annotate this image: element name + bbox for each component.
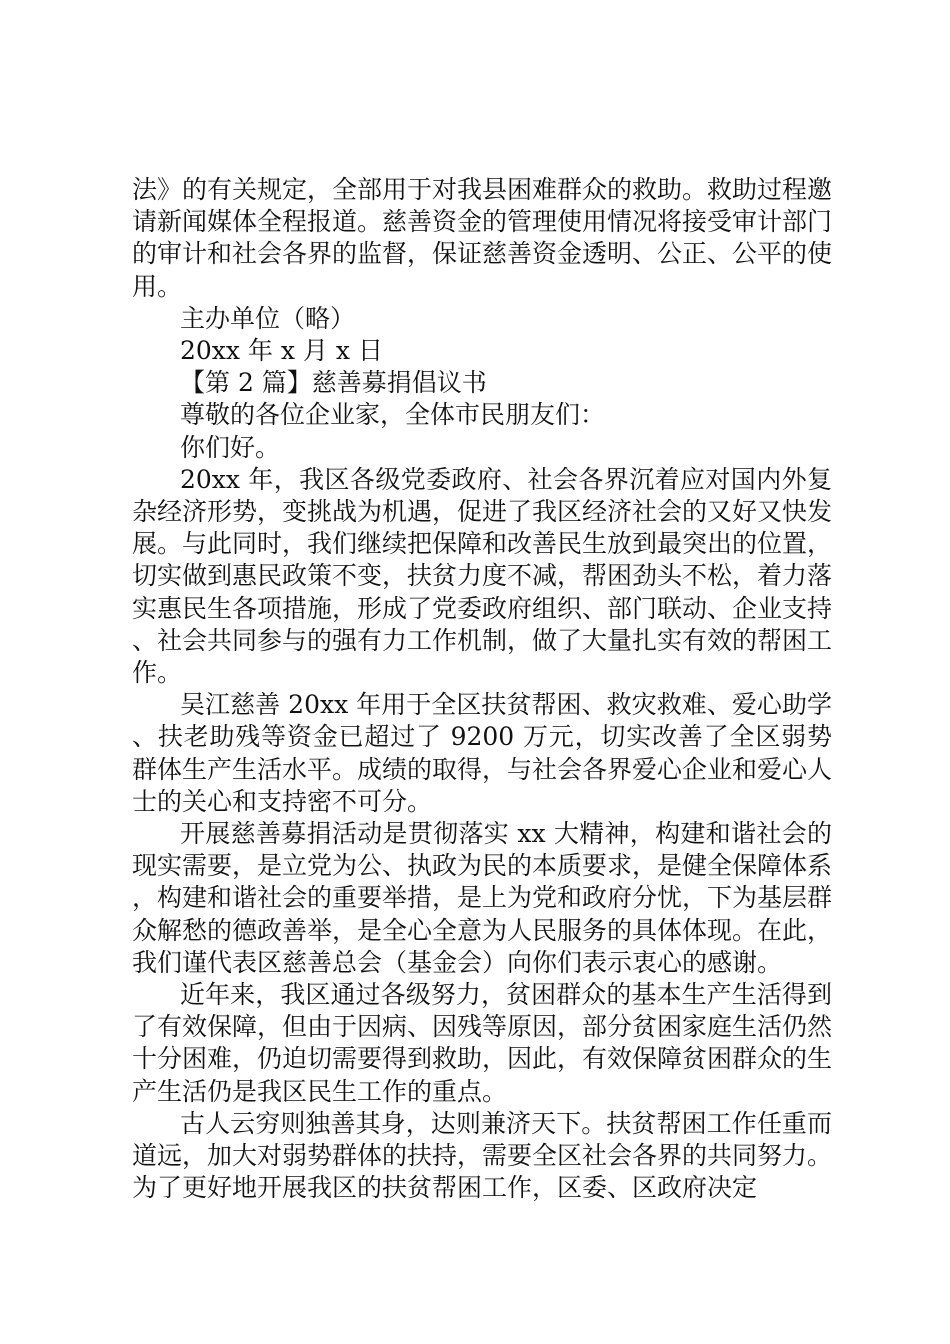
paragraph: 吴江慈善 20xx 年用于全区扶贫帮困、救灾救难、爱心助学、扶老助残等资金已超过了 9200 万元，切实改善了全区弱势群体生产生活水平。成绩的取得，与社会各界爱心企业和爱心人士的关心和支持密不可分。	[132, 690, 833, 816]
paragraph: 20xx 年，我区各级党委政府、社会各界沉着应对国内外复杂经济形势，变挑战为机遇，促进了我区经济社会的又好又快发展。与此同时，我们继续把保障和改善民生放到最突出的位置，切实做到惠民政策不变，扶贫力度不减，帮困劲头不松，着力落实惠民生各项措施，形成了党委政府组织、部门联动、企业支持、社会共同参与的强有力工作机制，做了大量扎实有效的帮困工作。	[132, 464, 833, 688]
salutation: 尊敬的各位企业家，全体市民朋友们：	[180, 400, 606, 430]
paragraph-continued: 法》的有关规定，全部用于对我县困难群众的救助。救助过程邀请新闻媒体全程报道。慈善资金的管理使用情况将接受审计部门的审计和社会各界的监督，保证慈善资金透明、公正、公平的使用。	[132, 175, 833, 301]
organizer-line: 主办单位（略）	[180, 303, 356, 333]
date-line: 20xx 年 x 月 x 日	[180, 336, 383, 366]
paragraph: 开展慈善募捐活动是贯彻落实 xx 大精神，构建和谐社会的现实需要，是立党为公、执政为民的本质要求，是健全保障体系，构建和谐社会的重要举措，是上为党和政府分忧，下为基层群众解愁的德政善举，是全心全意为人民服务的具体体现。在此，我们谨代表区慈善总会（基金会）向你们表示衷心的感谢。	[132, 819, 833, 977]
paragraph: 近年来，我区通过各级努力，贫困群众的基本生产生活得到了有效保障，但由于因病、因残等原因，部分贫困家庭生活仍然十分困难，仍迫切需要得到救助，因此，有效保障贫困群众的生产生活仍是我区民生工作的重点。	[132, 980, 833, 1106]
document-page	[132, 174, 832, 1205]
paragraph: 古人云穷则独善其身，达则兼济天下。扶贫帮困工作任重而道远，加大对弱势群体的扶持，需要全区社会各界的共同努力。为了更好地开展我区的扶贫帮困工作，区委、区政府决定	[132, 1108, 833, 1203]
section-heading: 【第 2 篇】慈善募捐倡议书	[180, 368, 487, 398]
greeting: 你们好。	[180, 432, 281, 462]
